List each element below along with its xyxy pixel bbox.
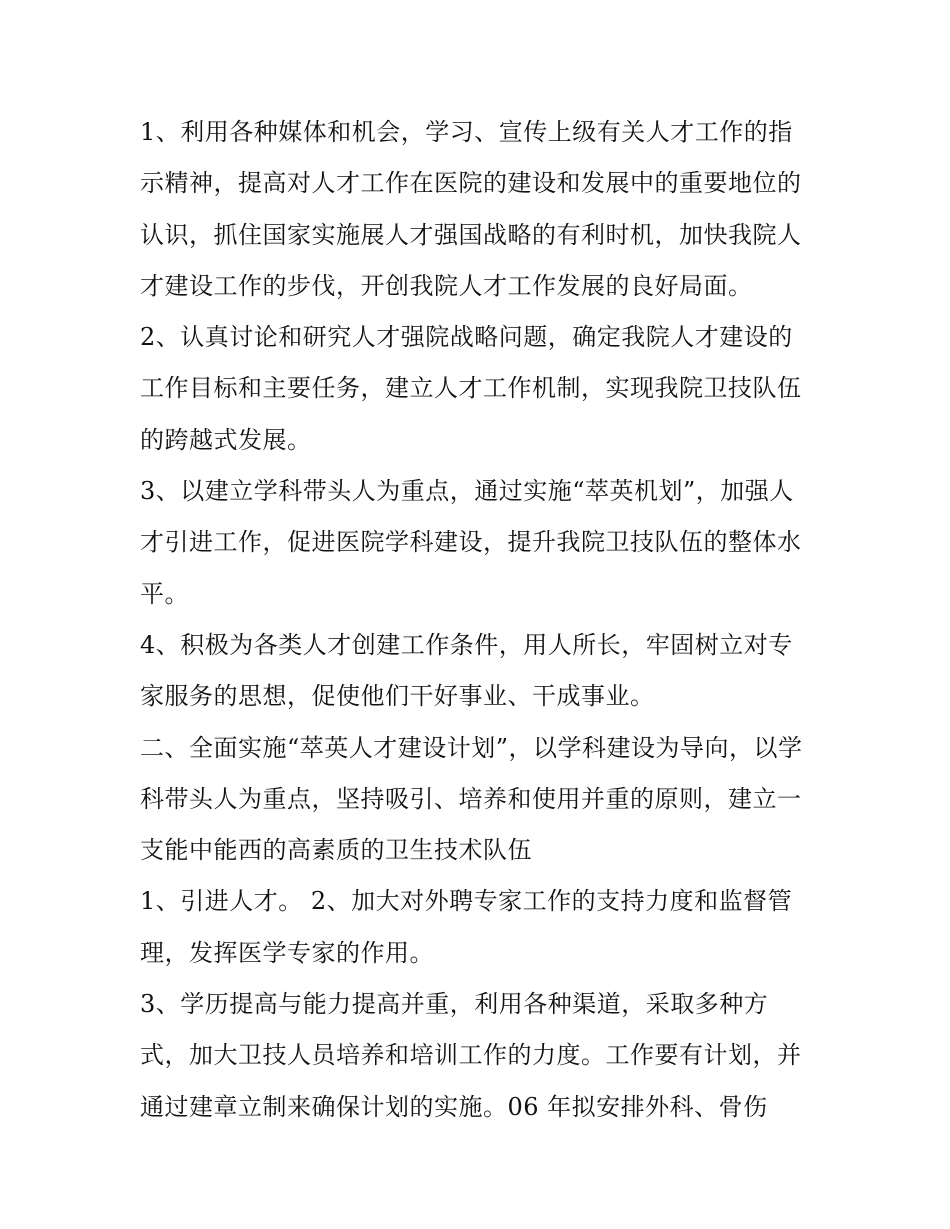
- text-line: 才引进工作，促进医院学科建设，提升我院卫技队伍的整体水: [140, 528, 802, 557]
- document-body: [140, 107, 820, 1133]
- text-line: 3、以建立学科带头人为重点，通过实施“萃英机划”，加强人: [140, 477, 794, 506]
- text-line: 家服务的思想，促使他们干好事业、干成事业。: [140, 682, 655, 711]
- text-line: 1、利用各种媒体和机会，学习、宣传上级有关人才工作的指: [140, 118, 793, 146]
- text-line: 的跨越式发展。: [140, 425, 312, 454]
- text-line: 平。: [140, 579, 189, 608]
- text-line: 4、积极为各类人才创建工作条件，用人所长，牢固树立对专: [140, 630, 793, 659]
- text-line: 3、学历提高与能力提高并重，利用各种渠道，采取多种方: [140, 990, 769, 1019]
- text-line: 理，发挥医学专家的作用。: [140, 938, 434, 967]
- text-line: 支能中能西的高素质的卫生技术队伍: [140, 836, 532, 865]
- text-line: 2、认真讨论和研究人才强院战略问题，确定我院人才建设的: [140, 323, 793, 352]
- text-line: 示精神，提高对人才工作在医院的建设和发展中的重要地位的: [140, 169, 802, 198]
- text-line: 1、引进人才。 2、加大对外聘专家工作的支持力度和监督管: [140, 887, 793, 916]
- text-line: 科带头人为重点，坚持吸引、培养和使用并重的原则，建立一: [140, 784, 802, 813]
- text-line: 通过建章立制来确保计划的实施。06 年拟安排外科、骨伤: [140, 1092, 768, 1121]
- text-line: 才建设工作的步伐，开创我院人才工作发展的良好局面。: [140, 271, 753, 300]
- text-line: 认识，抓住国家实施展人才强国战略的有利时机，加快我院人: [140, 220, 802, 249]
- text-line: 式，加大卫技人员培养和培训工作的力度。工作要有计划，并: [140, 1041, 802, 1070]
- text-line: 二、全面实施“萃英人才建设计划”，以学科建设为导向，以学: [140, 733, 803, 762]
- text-line: 工作目标和主要任务，建立人才工作机制，实现我院卫技队伍: [140, 374, 802, 403]
